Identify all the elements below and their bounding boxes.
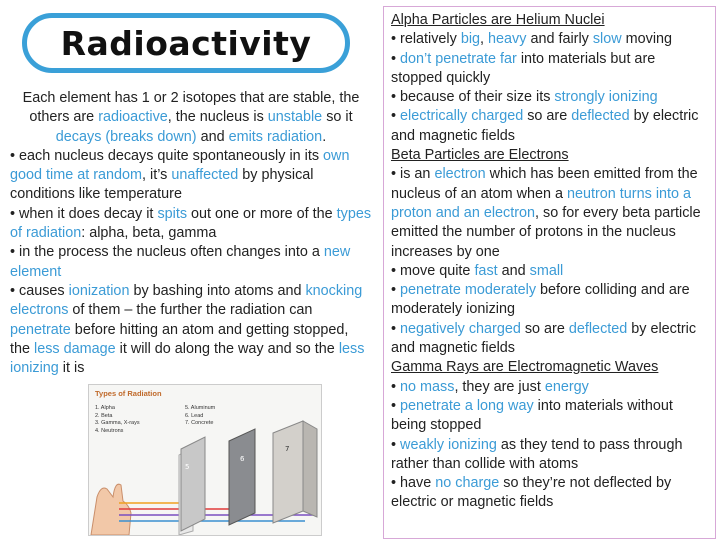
alpha-bullet: [391, 88, 709, 107]
text-run: before hitting an atom and getting stopped, the: [10, 321, 349, 357]
highlighted-text: new element: [10, 244, 351, 280]
text-run: : alpha, beta, gamma: [81, 225, 217, 242]
text-run: • relatively: [391, 31, 461, 48]
highlighted-text: fast: [474, 262, 498, 279]
text-run: • when it does decay it: [10, 205, 158, 222]
legend-item: 6. Lead: [185, 412, 204, 419]
legend-item: 5. Aluminum: [185, 405, 216, 411]
text-run: , they are just: [454, 378, 545, 395]
beta-bullet: [391, 262, 709, 281]
highlighted-text: into a proton and an electron: [391, 185, 692, 221]
text-run: • causes: [10, 282, 69, 299]
text-run: and: [497, 262, 530, 279]
text-run: •: [391, 50, 401, 67]
lead-plate: [229, 429, 255, 525]
text-run: before colliding and are moderately ionizing: [391, 282, 690, 318]
bullet-ionization: [10, 282, 372, 378]
highlighted-text: unstable: [267, 109, 323, 126]
text-run: which has been emitted from the nucleus of an atom when a: [391, 166, 698, 202]
text-run: • is an: [391, 166, 435, 183]
highlighted-text: no mass: [400, 378, 455, 395]
text-run: • each nucleus decays quite spontaneously in its: [10, 147, 324, 164]
bullet-new-element: [10, 243, 372, 282]
highlighted-text: less damage: [34, 340, 116, 357]
legend-item: 7. Concrete: [185, 420, 214, 426]
highlighted-text: small: [529, 262, 564, 279]
highlighted-text: ionization: [68, 282, 130, 299]
legend-item: 1. Alpha: [95, 405, 115, 411]
text-run: and: [196, 128, 229, 145]
text-run: • move quite: [391, 262, 475, 279]
gamma-bullet: [391, 397, 709, 436]
text-run: by electric and magnetic fields: [391, 320, 697, 357]
right-text-box: [383, 6, 716, 539]
text-run: • in the process the nucleus often changes into a: [10, 244, 324, 261]
highlighted-text: negatively charged: [400, 320, 521, 337]
text-run: .: [322, 128, 327, 145]
text-run: , so for every beta particle emitted the number of protons in the nucleus increases by one: [391, 204, 701, 260]
legend-item: 2. Beta: [95, 412, 113, 419]
alpha-bullet: [391, 50, 709, 89]
alpha-heading: Alpha Particles are Helium Nuclei: [391, 12, 605, 28]
beta-bullet: [391, 165, 709, 261]
gamma-bullet: [391, 436, 709, 475]
beta-bullet: [391, 320, 709, 359]
figure-title: Types of Radiation: [95, 389, 162, 398]
highlighted-text: penetrate: [10, 321, 71, 338]
text-run: moving: [621, 31, 673, 48]
text-run: so it: [322, 109, 353, 126]
highlighted-text: slow: [592, 31, 622, 48]
highlighted-text: emits radiation: [228, 128, 323, 145]
beta-heading: Beta Particles are Electrons: [391, 147, 569, 164]
text-run: and fairly: [526, 31, 593, 48]
highlighted-text: own good time at random: [10, 147, 350, 184]
concrete-block-side: [303, 421, 317, 517]
highlighted-text: deflected: [568, 320, 628, 337]
text-run: •: [391, 397, 401, 414]
title-box: [22, 13, 350, 73]
gamma-heading: Gamma Rays are Electromagnetic Waves: [391, 359, 659, 376]
text-run: by physical conditions like temperature: [10, 167, 314, 203]
highlighted-text: neutron turns: [567, 185, 652, 202]
highlighted-text: big: [460, 31, 481, 48]
highlighted-text: decays (breaks down): [55, 128, 197, 145]
highlighted-text: less ionizing: [10, 340, 365, 377]
highlighted-text: unaffected: [171, 167, 239, 184]
text-run: of them – the further the radiation can: [68, 302, 313, 319]
text-run: so are: [523, 108, 572, 125]
highlighted-text: spits: [157, 205, 188, 222]
text-run: • have: [391, 475, 436, 492]
gamma-bullet: [391, 378, 709, 397]
alpha-bullet: [391, 107, 709, 146]
text-run: by electric and magnetic fields: [391, 108, 699, 144]
text-run: • because of their size its: [391, 89, 555, 106]
text-run: Each element has 1 or 2 isotopes that are stable, the others are: [22, 90, 360, 126]
highlighted-text: weakly ionizing: [400, 436, 497, 453]
highlighted-text: electron: [434, 166, 486, 183]
text-run: , the nucleus is: [167, 109, 268, 126]
text-run: it will do along the way and so the: [115, 340, 339, 357]
highlighted-text: radioactive: [98, 109, 168, 126]
aluminum-plate: [181, 437, 205, 531]
left-text-block: [10, 89, 372, 378]
alpha-bullet: [391, 30, 709, 49]
types-of-radiation-figure: [88, 384, 322, 536]
bullet-types-of-radiation: [10, 205, 372, 244]
highlighted-text: penetrate moderately: [400, 282, 537, 299]
bullet-random-decay: [10, 147, 372, 205]
radiation-illustration: [89, 385, 321, 535]
text-run: ,: [480, 31, 489, 48]
text-run: •: [391, 436, 401, 453]
text-run: •: [391, 282, 401, 299]
text-run: •: [391, 108, 401, 125]
text-run: •: [391, 378, 401, 395]
text-run: into materials but are stopped quickly: [391, 50, 656, 86]
page-title: Radioactivity: [60, 23, 312, 63]
beta-bullet: [391, 281, 709, 320]
plate-label: 6: [240, 455, 245, 463]
text-run: out one or more of the: [187, 205, 337, 222]
text-run: •: [391, 320, 401, 337]
text-run: by bashing into atoms and: [129, 282, 306, 299]
highlighted-text: electrically charged: [400, 108, 524, 125]
legend-item: 3. Gamma, X-rays: [95, 420, 140, 426]
highlighted-text: knocking electrons: [10, 282, 363, 319]
concrete-block: [273, 421, 303, 523]
highlighted-text: deflected: [571, 108, 630, 125]
text-run: into materials without being stopped: [391, 397, 673, 434]
highlighted-text: no charge: [435, 475, 500, 492]
highlighted-text: penetrate a long way: [400, 397, 534, 414]
legend-item: 4. Neutrons: [95, 427, 124, 434]
intro-paragraph: [10, 89, 372, 147]
text-run: so are: [520, 320, 569, 337]
highlighted-text: energy: [544, 378, 589, 395]
highlighted-text: heavy: [488, 31, 527, 48]
gamma-bullet: [391, 474, 709, 513]
highlighted-text: strongly ionizing: [554, 89, 658, 106]
text-run: , it’s: [142, 167, 172, 184]
text-run: it is: [58, 360, 85, 377]
text-run: so they’re not deflected by electric or magnetic fields: [391, 475, 672, 511]
highlighted-text: don’t penetrate far: [400, 50, 517, 67]
highlighted-text: types of radiation: [10, 205, 372, 242]
text-run: as they tend to pass through rather than collide with atoms: [391, 436, 683, 472]
plate-label: 5: [185, 463, 190, 471]
plate-label: 7: [285, 445, 290, 453]
